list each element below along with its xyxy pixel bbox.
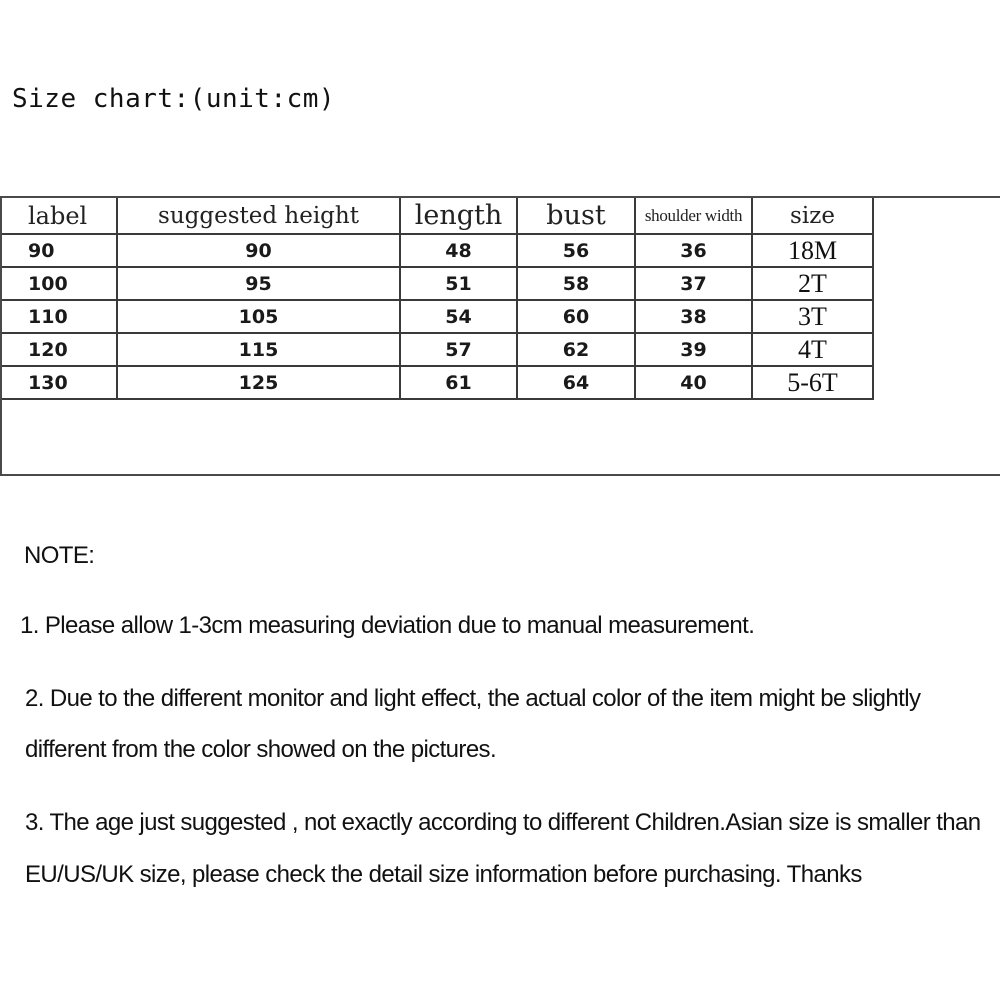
- cell-height: 115: [117, 333, 400, 366]
- cell-size: 2T: [752, 267, 873, 300]
- header-suggested-height: suggested height: [117, 198, 400, 234]
- header-length: length: [400, 198, 517, 234]
- size-table: [2, 198, 874, 400]
- cell-shoulder: 39: [635, 333, 752, 366]
- cell-bust: 58: [517, 267, 635, 300]
- cell-height: 95: [117, 267, 400, 300]
- cell-height: 125: [117, 366, 400, 399]
- cell-label: 100: [2, 267, 117, 300]
- header-shoulder-width: shoulder width: [635, 198, 752, 234]
- cell-label: 90: [2, 234, 117, 267]
- note-heading: NOTE:: [24, 542, 95, 569]
- cell-bust: 64: [517, 366, 635, 399]
- cell-size: 18M: [752, 234, 873, 267]
- table-row: [2, 366, 873, 399]
- header-label: label: [2, 198, 117, 234]
- page-title: Size chart:(unit:cm): [12, 84, 336, 114]
- note-item-2-line-2: different from the color showed on the pictures.: [25, 736, 497, 763]
- cell-length: 48: [400, 234, 517, 267]
- cell-size: 4T: [752, 333, 873, 366]
- cell-shoulder: 38: [635, 300, 752, 333]
- cell-height: 90: [117, 234, 400, 267]
- note-item-1: 1. Please allow 1-3cm measuring deviation due to manual measurement.: [20, 612, 755, 639]
- note-item-2-line-1: 2. Due to the different monitor and light effect, the actual color of the item might be slightly: [25, 685, 921, 712]
- cell-shoulder: 40: [635, 366, 752, 399]
- cell-bust: 62: [517, 333, 635, 366]
- cell-length: 57: [400, 333, 517, 366]
- table-row: [2, 234, 873, 267]
- cell-length: 51: [400, 267, 517, 300]
- cell-shoulder: 37: [635, 267, 752, 300]
- cell-length: 61: [400, 366, 517, 399]
- cell-label: 120: [2, 333, 117, 366]
- cell-bust: 60: [517, 300, 635, 333]
- cell-size: 3T: [752, 300, 873, 333]
- table-row: [2, 300, 873, 333]
- table-row: [2, 333, 873, 366]
- header-size: size: [752, 198, 873, 234]
- cell-label: 130: [2, 366, 117, 399]
- table-row: [2, 267, 873, 300]
- cell-bust: 56: [517, 234, 635, 267]
- cell-label: 110: [2, 300, 117, 333]
- note-item-3-line-2: EU/US/UK size, please check the detail size information before purchasing. Thanks: [25, 861, 862, 888]
- cell-size: 5-6T: [752, 366, 873, 399]
- cell-length: 54: [400, 300, 517, 333]
- size-table-frame: [0, 196, 1000, 476]
- cell-height: 105: [117, 300, 400, 333]
- note-item-3-line-1: 3. The age just suggested , not exactly according to different Children.Asian size is smaller than: [25, 809, 981, 836]
- header-bust: bust: [517, 198, 635, 234]
- table-header-row: [2, 198, 873, 234]
- cell-shoulder: 36: [635, 234, 752, 267]
